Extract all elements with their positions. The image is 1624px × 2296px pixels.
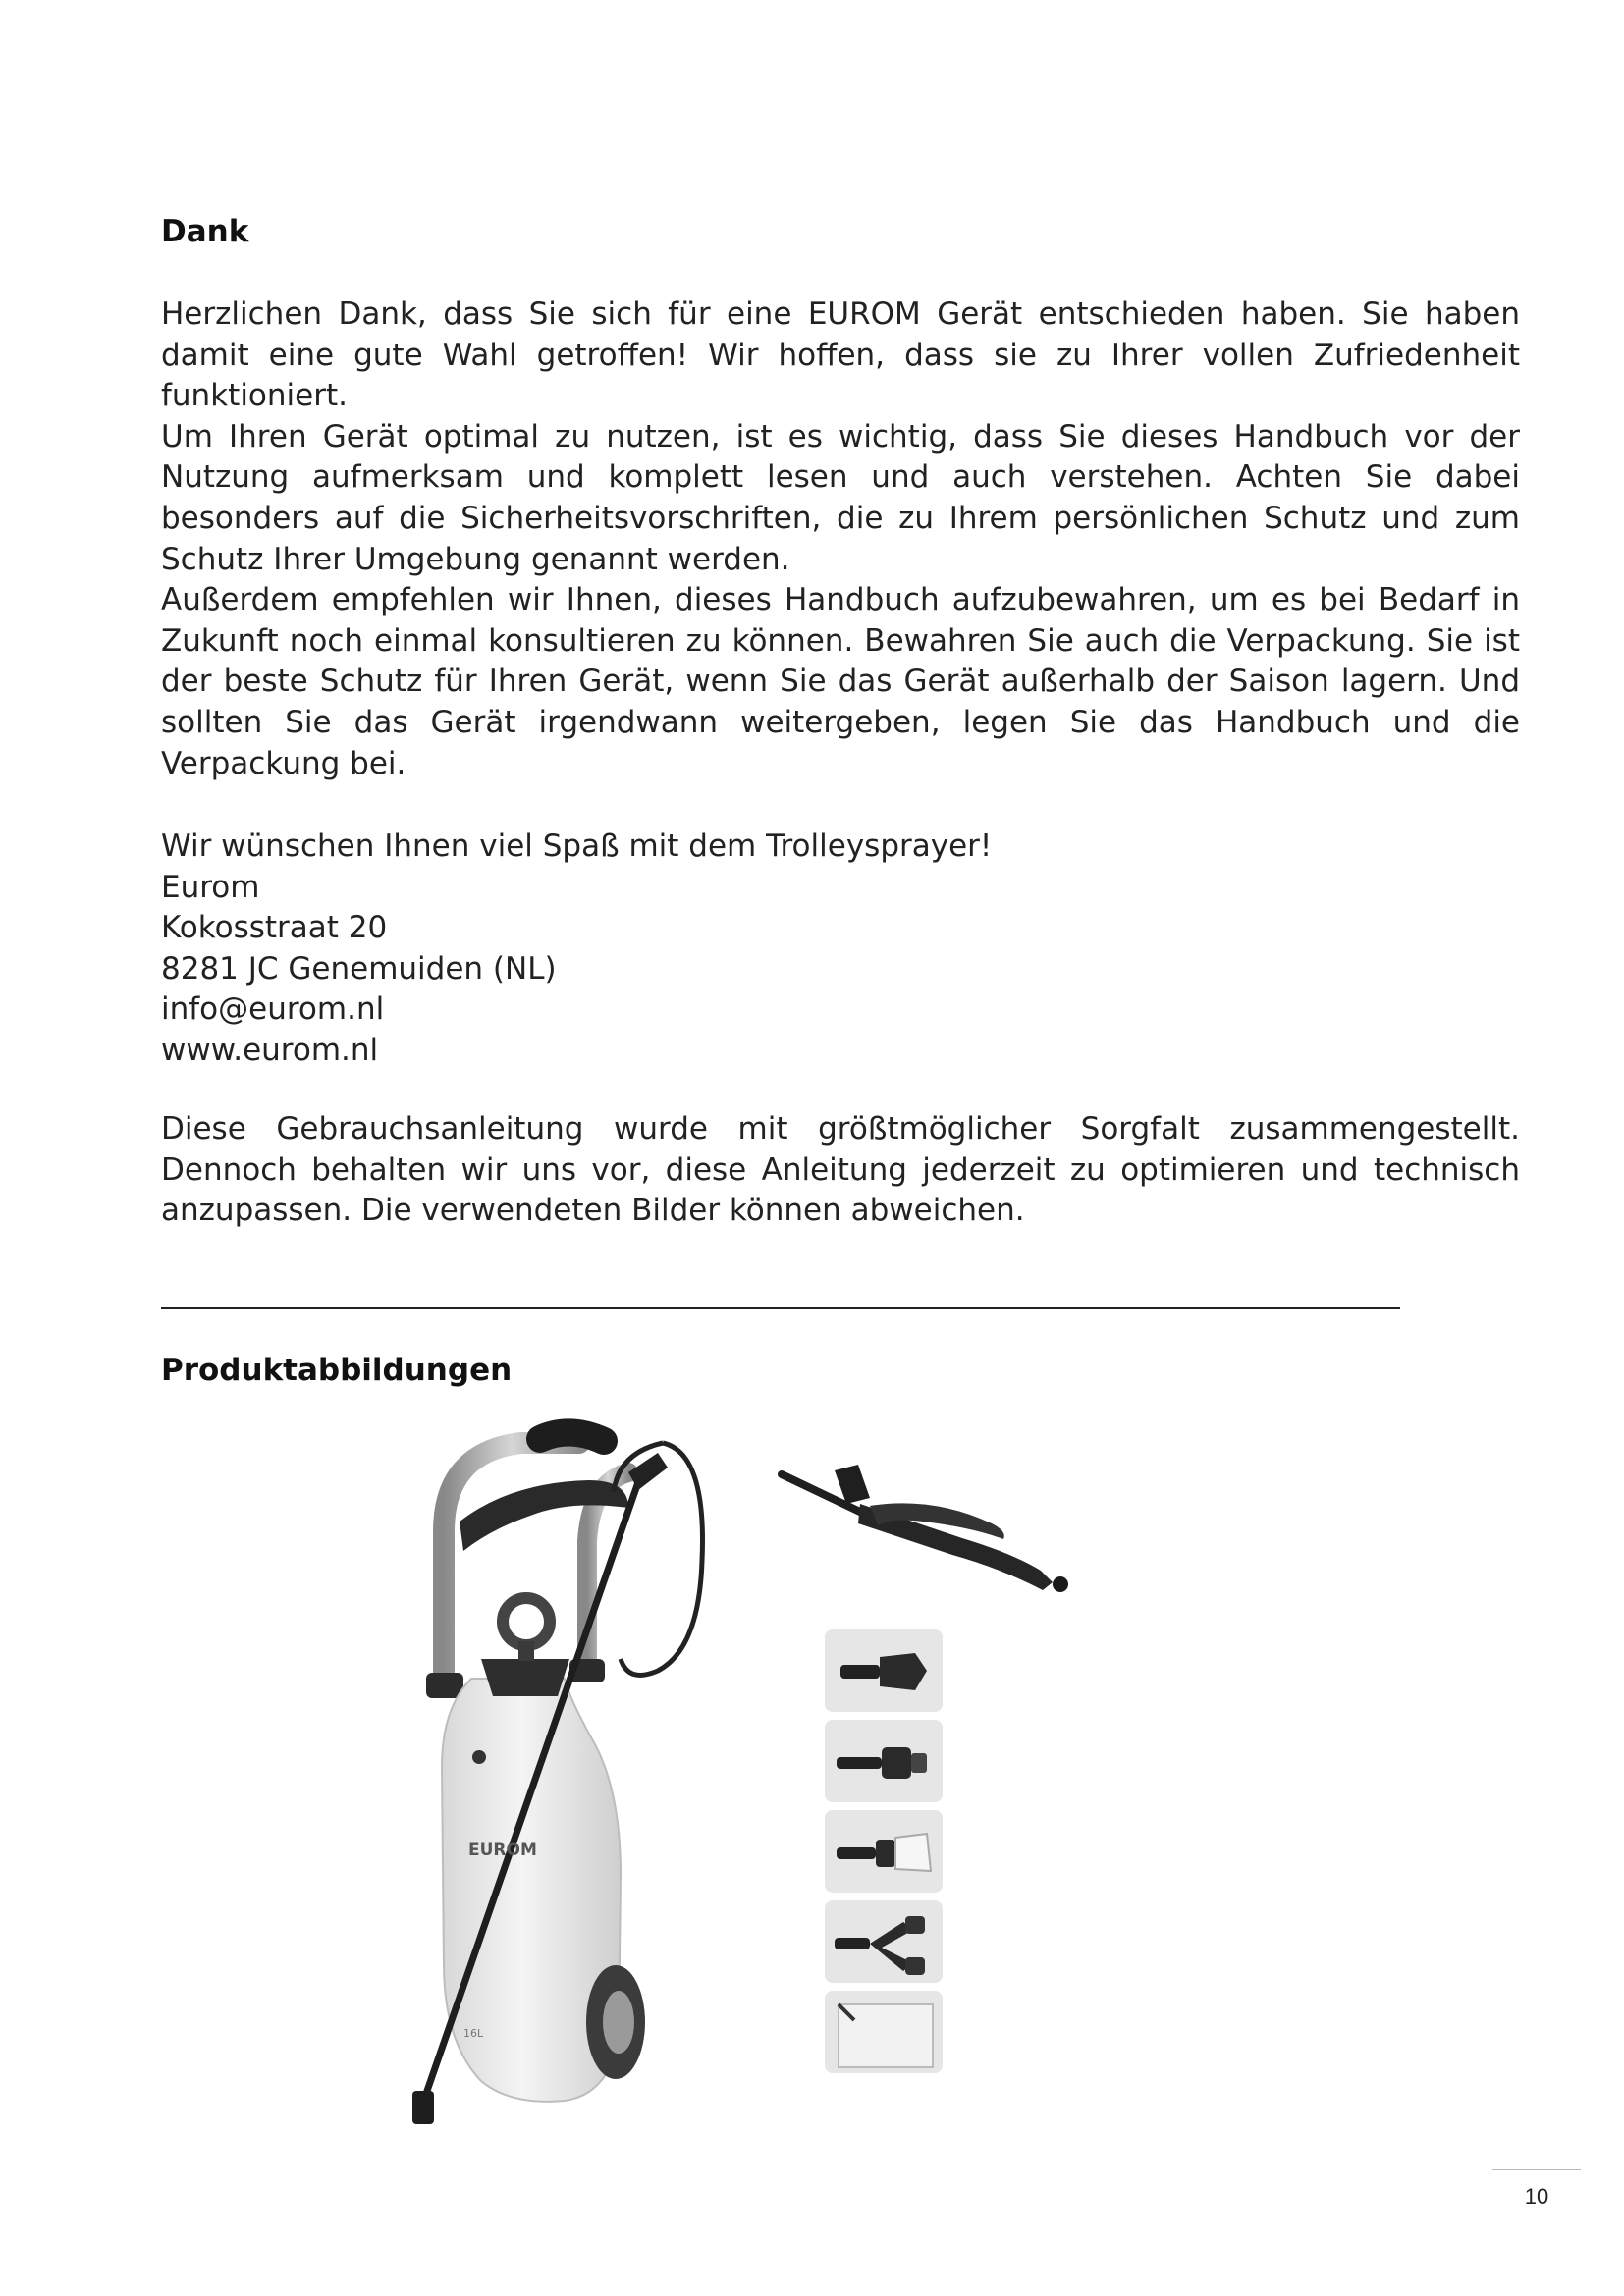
tank-brand-label: EUROM bbox=[468, 1841, 537, 1860]
company-city: 8281 JC Genemuiden (NL) bbox=[161, 950, 557, 987]
footer-rule bbox=[1492, 2169, 1581, 2170]
closing-wish: Wir wünschen Ihnen viel Spaß mit dem Trolleysprayer! bbox=[161, 828, 993, 864]
intro-paragraph-3: Außerdem empfehlen wir Ihnen, dieses Handbuch aufzubewahren, um es bei Bedarf in Zukunft noch einmal konsultieren zu können. Bewahren Sie auch die Verpackung. Sie ist der beste Schutz für Ihren Gerät, wenn Sie das Gerät außerhalb der Saison lagern. Und sollten Sie das Gerät irgendwann weitergeben, legen Sie das Handbuch und die Verpackung bei. bbox=[161, 582, 1520, 781]
nozzle-variant-3-image bbox=[825, 1810, 943, 1893]
tank-volume-label: 16L bbox=[463, 2027, 484, 2040]
nozzle-variant-2-image bbox=[825, 1720, 943, 1802]
nozzle-variant-1-image bbox=[825, 1629, 943, 1712]
nozzle-variant-5-image bbox=[825, 1991, 943, 2073]
company-name: Eurom bbox=[161, 869, 260, 905]
page-number: 10 bbox=[1524, 2184, 1549, 2209]
section-divider bbox=[161, 1307, 1400, 1309]
contact-block bbox=[161, 827, 1520, 1072]
trolley-sprayer-image bbox=[334, 1414, 727, 2140]
intro-paragraph-2: Um Ihren Gerät optimal zu nutzen, ist es wichtig, dass Sie dieses Handbuch vor der Nutzung aufmerksam und komplett lesen und auch verstehen. Achten Sie dabei besonders auf die Sicherheitsvorschriften, die zu Ihrem persönlichen Schutz und zum Schutz Ihrer Umgebung genannt werden. bbox=[161, 418, 1520, 577]
spray-gun-image bbox=[776, 1445, 1070, 1622]
section-title-dank: Dank bbox=[161, 214, 249, 249]
nozzle-variant-4-image bbox=[825, 1900, 943, 1983]
intro-paragraph-1: Herzlichen Dank, dass Sie sich für eine EUROM Gerät entschieden haben. Sie haben damit eine gute Wahl getroffen! Wir hoffen, dass sie zu Ihrer vollen Zufriedenheit funktioniert. bbox=[161, 296, 1520, 414]
company-website: www.eurom.nl bbox=[161, 1032, 379, 1068]
disclaimer-text: Diese Gebrauchsanleitung wurde mit größtmöglicher Sorgfalt zusammengestellt. Dennoch behalten wir uns vor, diese Anleitung jederzeit zu optimieren und technisch anzupassen. Die verwendeten Bilder können abweichen. bbox=[161, 1111, 1520, 1229]
section-title-produktabbildungen: Produktabbildungen bbox=[161, 1353, 513, 1388]
company-email: info@eurom.nl bbox=[161, 991, 385, 1028]
company-street: Kokosstraat 20 bbox=[161, 910, 388, 946]
intro-text bbox=[161, 294, 1520, 784]
